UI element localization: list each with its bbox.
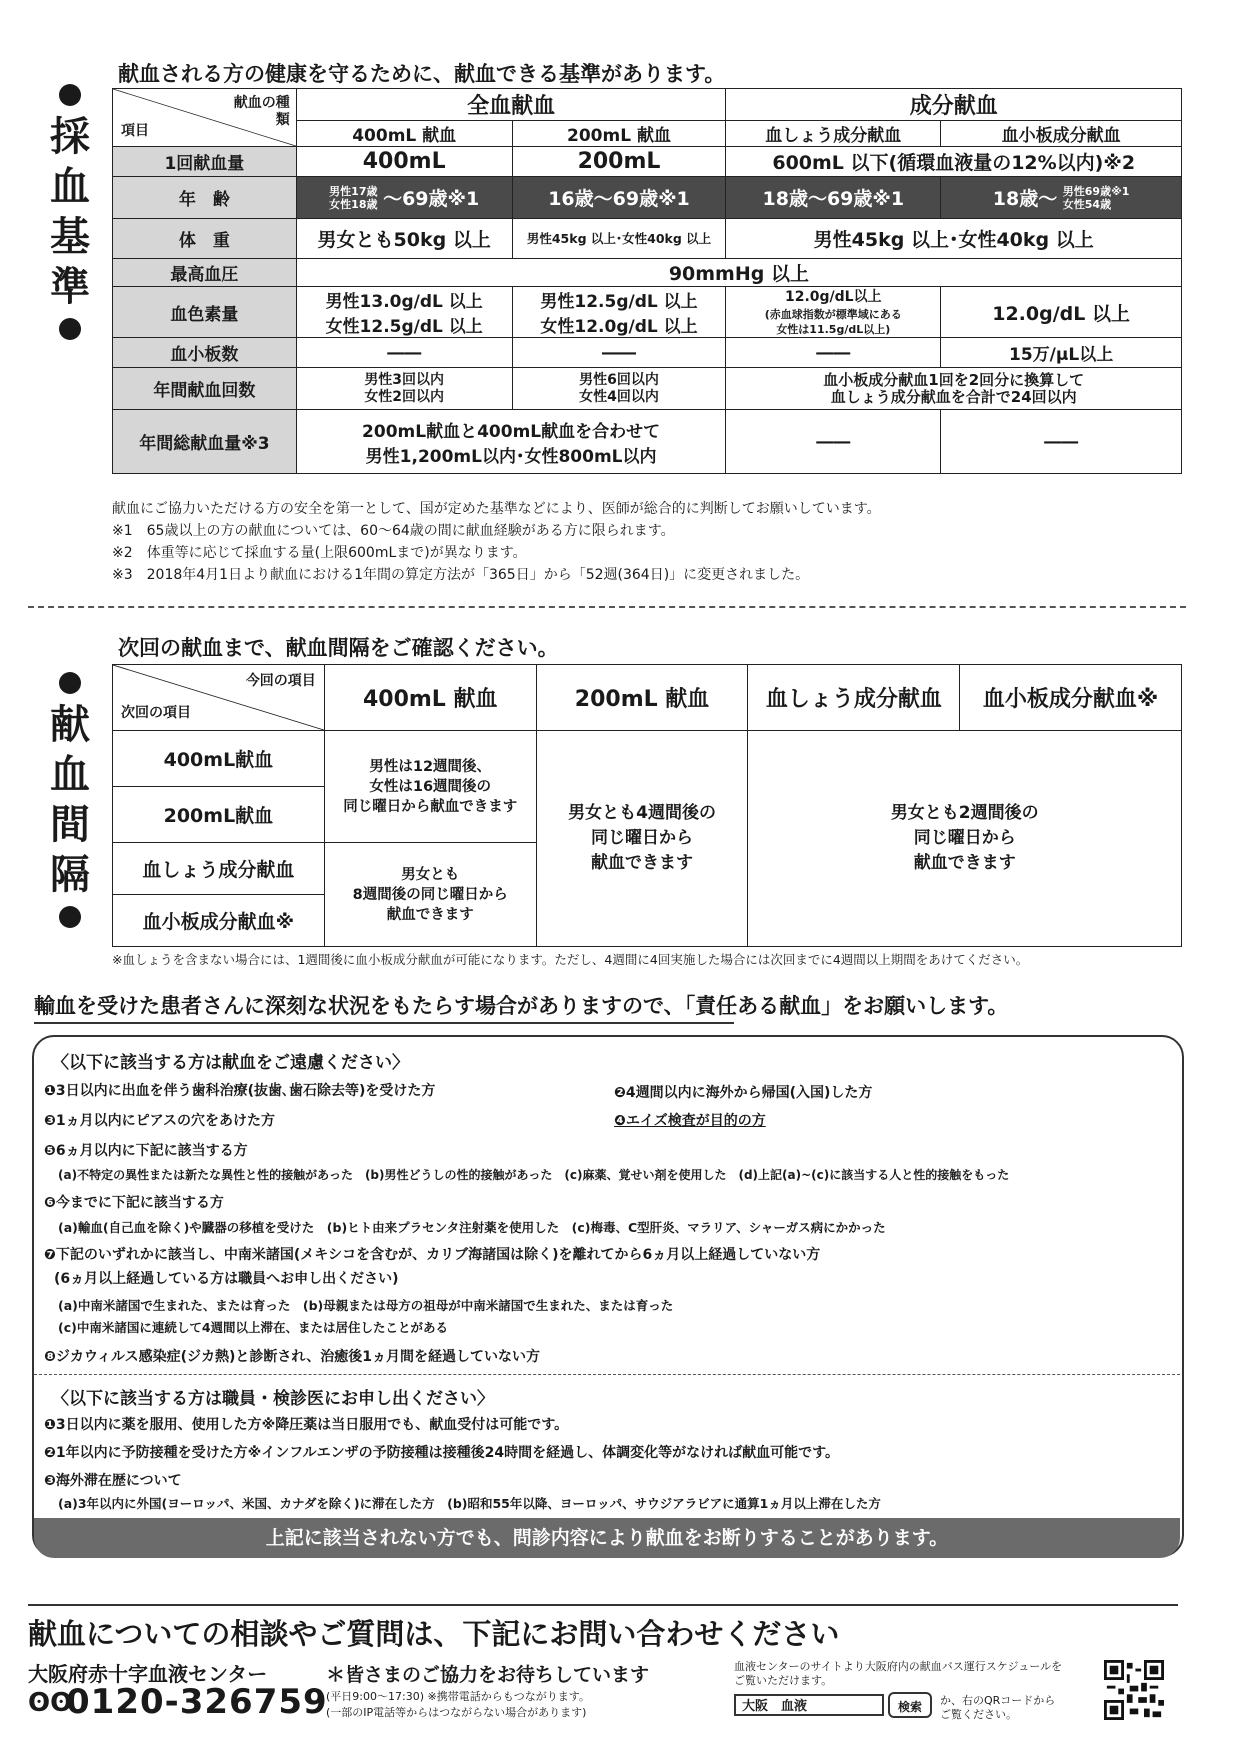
hb-plasma-note2: 女性は11.5g/dL以上) — [776, 322, 891, 336]
box2-item-3: ❸海外滞在歴について — [44, 1473, 182, 1489]
box1-item-7-detail: (c)中南米諸国に連続して4週間以上滞在、または居住したことがある — [58, 1320, 449, 1335]
volume-200: 200mL — [512, 147, 726, 177]
interval-col-200: 200mL 献血 — [536, 665, 748, 731]
corner-top-label: 献血の種類 — [233, 95, 290, 128]
corner-bottom-label: 項目 — [121, 123, 149, 139]
box1-item-3: ❸1ヵ月以内にピアスの穴をあけた方 — [44, 1113, 276, 1129]
interval-component-all — [748, 731, 1182, 947]
volume-component: 600mL 以下(循環血液量の12%以内)※2 — [726, 147, 1182, 177]
age-400 — [296, 177, 512, 219]
col-400: 400mL 献血 — [296, 121, 512, 147]
interval-text: 男女とも — [401, 866, 460, 883]
box2-title: 〈以下に該当する方は職員・検診医にお申し出ください〉 — [52, 1389, 494, 1409]
age-400-female: 女性18歳 — [329, 197, 378, 211]
plt-platelet: 15万/μL以上 — [941, 338, 1182, 368]
site-text-line2: ご覧いただけます。 — [734, 1674, 833, 1687]
free-dial-icon: ʘʘ — [28, 1688, 73, 1718]
interval-table — [112, 664, 1182, 947]
box1-item-7: ❼下記のいずれかに該当し、中南米諸国(メキシコを含むが、カリブ海諸国は除く)を離れてから6ヵ月以上経過していない方 — [44, 1247, 821, 1263]
total-plasma: ―― — [726, 410, 941, 474]
interval-text: 女性は16週間後の — [369, 778, 492, 795]
search-button-label: 検索 — [897, 1700, 922, 1714]
interval-text: 同じ曜日から — [913, 828, 1016, 848]
box1-item-2: ❷4週間以内に海外から帰国(入国)した方 — [614, 1085, 873, 1101]
age-plasma: 18歳〜69歳※1 — [726, 177, 941, 219]
interval-text: 8週間後の同じ曜日から — [352, 886, 508, 903]
interval-text: 同じ曜日から — [591, 828, 694, 848]
footer-hours: (平日9:00〜17:30) ※携帯電話からもつながります。 — [326, 1690, 590, 1703]
row-label-age: 年 齢 — [113, 177, 297, 219]
interval-col-plasma: 血しょう成分献血 — [748, 665, 960, 731]
interval-text: 同じ曜日から献血できます — [343, 798, 518, 815]
freq-400 — [296, 368, 512, 410]
side-label-interval — [48, 666, 92, 934]
box1-item-6: ❻今までに下記に該当する方 — [44, 1195, 224, 1211]
qr-text-line2: ご覧ください。 — [940, 1708, 1017, 1721]
row-label-weight: 体 重 — [113, 219, 297, 259]
plt-200: ―― — [512, 338, 726, 368]
weight-400: 男女とも50kg 以上 — [296, 219, 512, 259]
box1-item-7-detail: (a)中南米諸国で生まれた、または育った (b)母親または母方の祖母が中南米諸国で生まれた、または育った — [58, 1298, 674, 1313]
interval-text: 男女とも2週間後の — [890, 803, 1039, 823]
corner-cell — [113, 89, 297, 147]
freq-component — [726, 368, 1182, 410]
warning-underline — [34, 1022, 734, 1024]
hb-platelet: 12.0g/dL 以上 — [941, 287, 1182, 338]
box1-item-5-detail: (a)不特定の異性または新たな異性と性的接触があった (b)男性どうしの性的接触があった (c)麻薬、覚せい剤を使用した (d)上記(a)~(c)に該当する人と性的接触をもった — [58, 1168, 1010, 1182]
row-label-bp: 最高血圧 — [113, 259, 297, 287]
row-label-freq: 年間献血回数 — [113, 368, 297, 410]
volume-400: 400mL — [296, 147, 512, 177]
hb-200-male: 男性12.5g/dL 以上 — [540, 292, 698, 312]
bullet-icon — [59, 84, 81, 106]
note-line: 献血にご協力いただける方の安全を第一として、国が定めた基準などにより、医師が総合的に判断してお願いしています。 — [112, 501, 881, 517]
side-label-text: 採血基準 — [50, 113, 90, 310]
row-label-total: 年間総献血量※3 — [113, 410, 297, 474]
corner-cell — [113, 665, 325, 731]
box1-item-8: ❽ジカウィルス感染症(ジカ熱)と診断され、治癒後1ヵ月間を経過していない方 — [44, 1349, 540, 1365]
bullet-icon — [59, 672, 81, 694]
corner-top-label: 今回の項目 — [245, 673, 316, 689]
box1-item-7-note: (6ヵ月以上経過している方は職員へお申し出ください) — [54, 1271, 399, 1287]
bp-value: 90mmHg 以上 — [296, 259, 1181, 287]
side-label-text: 献血間隔 — [50, 701, 90, 898]
age-platelet-male: 男性69歳※1 — [1062, 184, 1130, 198]
interval-col-platelet: 血小板成分献血※ — [960, 665, 1182, 731]
box2-item-1: ❶3日以内に薬を服用、使用した方※降圧薬は当日服用でも、献血受付は可能です。 — [44, 1417, 569, 1433]
interval-row-200: 200mL献血 — [113, 787, 325, 843]
age-platelet — [941, 177, 1182, 219]
interval-text: 男性は12週間後、 — [369, 758, 492, 775]
footer-ip-note: (一部のIP電話等からはつながらない場合があります) — [326, 1706, 587, 1719]
side-label-collection-criteria — [48, 78, 92, 346]
footer-phone[interactable]: 0120-326759 — [66, 1682, 328, 1722]
box2-item-3-detail: (a)3年以内に外国(ヨーロッパ、米国、カナダを除く)に滞在した方 (b)昭和55年以降、ヨーロッパ、サウジアラビアに通算1ヵ月以上滞在した方 — [58, 1496, 881, 1511]
footer-divider — [28, 1604, 1178, 1606]
interval-text: 献血できます — [386, 906, 474, 923]
qr-text-line1: か、右のQRコードから — [940, 1694, 1056, 1707]
hb-400-female: 女性12.5g/dL 以上 — [325, 317, 483, 337]
hb-plasma — [726, 287, 941, 338]
qr-code-icon[interactable] — [1104, 1660, 1164, 1720]
search-box[interactable] — [734, 1694, 884, 1716]
refusal-banner: 上記に該当されない方でも、問診内容により献血をお断りすることがあります。 — [34, 1518, 1180, 1558]
hb-plasma-value: 12.0g/dL以上 — [784, 288, 882, 305]
dashed-divider — [28, 606, 1186, 608]
hb-400 — [296, 287, 512, 338]
box2-item-2: ❷1年以内に予防接種を受けた方※インフルエンザの予防接種は接種後24時間を経過し、体調変化等がなければ献血可能です。 — [44, 1445, 840, 1461]
interval-200-all — [536, 731, 748, 947]
warning-text: 輸血を受けた患者さんに深刻な状況をもたらす場合がありますので、「責任ある献血」をお願いします。 — [34, 994, 1009, 1018]
footer-org: 大阪府赤十字血液センター — [28, 1662, 268, 1686]
site-text-line1: 血液センターのサイトより大阪府内の献血バス運行スケジュールを — [734, 1660, 1063, 1673]
hb-200-female: 女性12.0g/dL 以上 — [540, 317, 698, 337]
group-component: 成分献血 — [726, 89, 1182, 121]
box1-item-4: ❹エイズ検査が目的の方 — [614, 1113, 766, 1129]
search-input-value: 大阪 血液 — [742, 1699, 808, 1714]
col-platelet: 血小板成分献血 — [941, 121, 1182, 147]
weight-component: 男性45kg 以上･女性40kg 以上 — [726, 219, 1182, 259]
criteria-table — [112, 88, 1182, 474]
footer-qr-text — [940, 1694, 1055, 1722]
interval-text: 献血できます — [913, 853, 1016, 873]
freq-component-line2: 血しょう成分献血を合計で24回以内 — [830, 387, 1077, 406]
box1-item-1: ❶3日以内に出血を伴う歯科治療(抜歯､歯石除去等)を受けた方 — [44, 1083, 436, 1099]
box1-title: 〈以下に該当する方は献血をご遠慮ください〉 — [52, 1053, 409, 1073]
age-400-male: 男性17歳 — [329, 184, 378, 198]
group-whole-blood: 全血献血 — [296, 89, 726, 121]
note-line: ※1 65歳以上の方の献血については、60〜64歳の間に献血経験がある方に限られます。 — [112, 523, 675, 539]
plt-plasma: ―― — [726, 338, 941, 368]
note-line: ※3 2018年4月1日より献血における1年間の算定方法が「365日」から「52週(364日)」に変更されました。 — [112, 567, 810, 583]
freq-400-male: 男性3回以内 — [364, 371, 445, 388]
age-400-range: 〜69歳※1 — [383, 188, 480, 210]
total-whole-line2: 男性1,200mL以内･女性800mL以内 — [365, 446, 657, 467]
freq-component-line1: 血小板成分献血1回を2回分に換算して — [823, 370, 1085, 389]
hb-400-male: 男性13.0g/dL 以上 — [325, 292, 483, 312]
qr-code-graphic — [1104, 1660, 1164, 1720]
box1-item-6-detail: (a)輸血(自己血を除く)や臓器の移植を受けた (b)ヒト由来プラセンタ注射薬を使用した (c)梅毒、C型肝炎、マラリア、シャーガス病にかかった — [58, 1220, 886, 1235]
corner-bottom-label: 次回の項目 — [121, 705, 191, 721]
interval-row-platelet: 血小板成分献血※ — [113, 895, 325, 947]
age-200: 16歳〜69歳※1 — [512, 177, 726, 219]
interval-text: 献血できます — [591, 853, 694, 873]
bullet-icon — [59, 906, 81, 928]
col-200: 200mL 献血 — [512, 121, 726, 147]
total-platelet: ―― — [941, 410, 1182, 474]
total-whole — [296, 410, 726, 474]
interval-row-400: 400mL献血 — [113, 731, 325, 787]
age-platelet-female: 女性54歳 — [1062, 197, 1112, 211]
footer-thanks: ＊皆さまのご協力をお待ちしています — [326, 1664, 650, 1686]
hb-200 — [512, 287, 726, 338]
bullet-icon — [59, 318, 81, 340]
note-line: ※2 体重等に応じて採血する量(上限600mLまで)が異なります。 — [112, 545, 527, 561]
plt-400: ―― — [296, 338, 512, 368]
freq-200 — [512, 368, 726, 410]
interval-note: ※血しょうを含まない場合には、1週間後に血小板成分献血が可能になります。ただし、4週間に4回実施した場合には次回までに4週間以上期間をあけてください。 — [112, 952, 1029, 967]
row-label-hb: 血色素量 — [113, 287, 297, 338]
interval-col-400: 400mL 献血 — [324, 665, 536, 731]
freq-200-male: 男性6回以内 — [579, 371, 659, 388]
row-label-volume: 1回献血量 — [113, 147, 297, 177]
footer-title: 献血についての相談やご質問は、下記にお問い合わせください — [28, 1617, 840, 1651]
age-platelet-range: 18歳〜 — [992, 188, 1058, 210]
footer-site-text — [734, 1660, 1062, 1688]
hb-plasma-note1: (赤血球指数が標準域にある — [764, 307, 902, 321]
section1-heading: 献血される方の健康を守るために、献血できる基準があります。 — [118, 62, 726, 86]
box1-item-5: ❺6ヵ月以内に下記に該当する方 — [44, 1143, 248, 1159]
freq-200-female: 女性4回以内 — [579, 388, 659, 405]
interval-text: 男女とも4週間後の — [568, 803, 716, 823]
section2-heading: 次回の献血まで、献血間隔をご確認ください。 — [118, 636, 559, 660]
col-plasma: 血しょう成分献血 — [726, 121, 941, 147]
total-whole-line1: 200mL献血と400mL献血を合わせて — [362, 421, 661, 442]
weight-200: 男性45kg 以上･女性40kg 以上 — [512, 219, 726, 259]
freq-400-female: 女性2回以内 — [364, 388, 445, 405]
interval-400-component — [324, 843, 536, 947]
interval-400-whole — [324, 731, 536, 843]
search-button[interactable] — [888, 1692, 932, 1718]
box-divider — [34, 1374, 1180, 1375]
interval-row-plasma: 血しょう成分献血 — [113, 843, 325, 895]
row-label-plt: 血小板数 — [113, 338, 297, 368]
